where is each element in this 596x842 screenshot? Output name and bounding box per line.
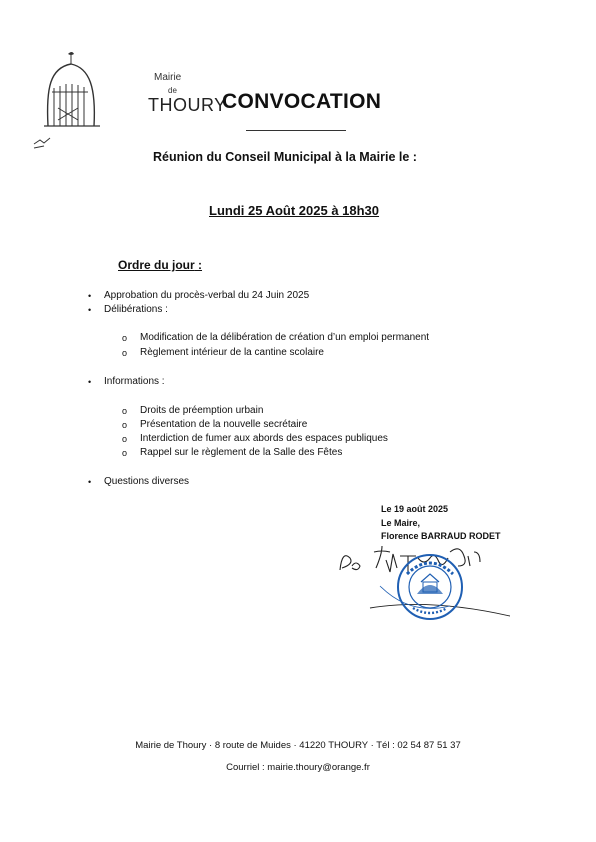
agenda-heading-colon: : <box>194 258 203 272</box>
meeting-date: Lundi 25 Août 2025 à 18h30 <box>209 203 380 218</box>
agenda-item <box>88 475 190 489</box>
mairie-stamp <box>395 552 465 622</box>
logo-mairie-text: Mairie <box>154 72 182 83</box>
signature-date: Le 19 août 2025 <box>381 504 449 514</box>
meeting-subtitle: Réunion du Conseil Municipal à la Mairie le : <box>153 150 417 164</box>
agenda-item-label: Questions diverses <box>104 476 190 487</box>
circle-bullet-icon: o <box>122 434 128 444</box>
agenda-subitem <box>122 432 388 446</box>
document-title: CONVOCATION <box>222 90 382 113</box>
agenda-item <box>88 303 168 317</box>
agenda-item-label: Approbation du procès-verbal du 24 Juin 2025 <box>104 290 310 301</box>
agenda-subitem <box>122 331 430 345</box>
logo-thoury-text: THOURY <box>148 95 227 115</box>
circle-bullet-icon: o <box>122 348 128 358</box>
signature-name: Florence BARRAUD RODET <box>381 531 501 541</box>
agenda-item <box>88 289 310 303</box>
circle-bullet-icon: o <box>122 406 128 416</box>
logo-de-text: de <box>168 86 177 95</box>
agenda-subitem <box>122 418 308 432</box>
footer-email: Courriel : mairie.thoury@orange.fr <box>226 762 370 773</box>
agenda-subitem-label: Droits de préemption urbain <box>140 405 264 416</box>
bullet-icon: • <box>88 477 92 487</box>
agenda-subitem <box>122 346 324 360</box>
circle-bullet-icon: o <box>122 420 128 430</box>
agenda-subitem-label: Modification de la délibération de création d’un emploi permanent <box>140 332 430 343</box>
bell-tower-icon <box>30 48 150 158</box>
agenda-item-label: Délibérations : <box>104 304 168 315</box>
agenda-subitem-label: Interdiction de fumer aux abords des espaces publiques <box>140 433 388 444</box>
agenda-heading-text: Ordre du jour <box>118 258 195 272</box>
agenda-subitem-label: Rappel sur le règlement de la Salle des Fêtes <box>140 447 343 458</box>
bullet-icon: • <box>88 291 92 301</box>
agenda-subitem <box>122 446 343 460</box>
bullet-icon: • <box>88 305 92 315</box>
circle-bullet-icon: o <box>122 333 128 343</box>
agenda-subitem <box>122 404 264 418</box>
agenda-subitem-label: Règlement intérieur de la cantine scolaire <box>140 347 324 358</box>
mairie-logo <box>30 48 227 158</box>
signature-role: Le Maire, <box>381 517 421 528</box>
bullet-icon: • <box>88 377 92 387</box>
circle-bullet-icon: o <box>122 448 128 458</box>
title-divider <box>246 130 346 131</box>
agenda-heading <box>118 258 202 272</box>
agenda-subitem-label: Présentation de la nouvelle secrétaire <box>140 419 308 430</box>
agenda-item <box>88 375 165 389</box>
footer-address: Mairie de Thoury · 8 route de Muides · 41220 THOURY · Tél : 02 54 87 51 37 <box>135 740 461 751</box>
agenda-item-label: Informations : <box>104 376 165 387</box>
